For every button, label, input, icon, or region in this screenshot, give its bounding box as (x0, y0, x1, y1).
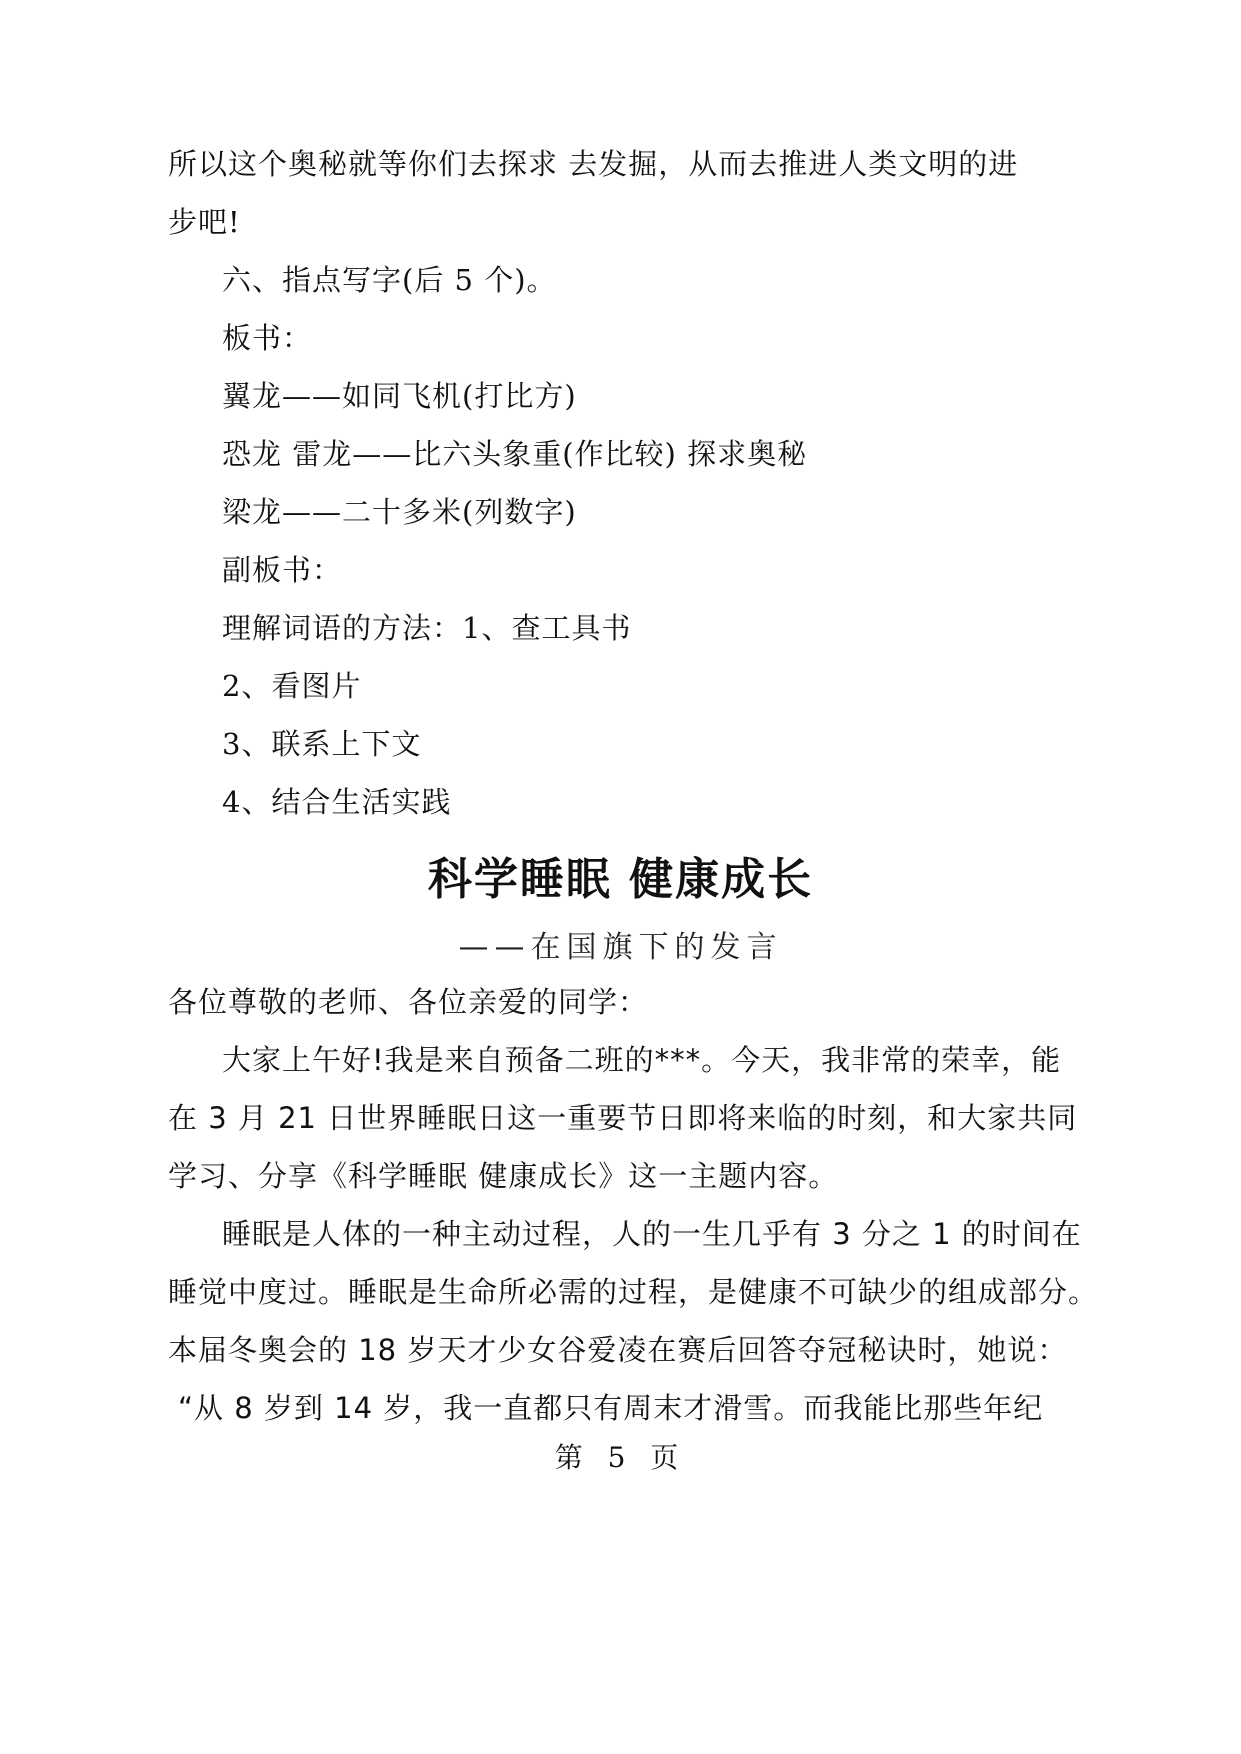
board-item: 恐龙 雷龙——比六头象重(作比较) 探求奥秘 (222, 437, 808, 471)
paragraph-line: 大家上午好!我是来自预备二班的***。今天，我非常的荣幸，能 (222, 1043, 1062, 1077)
paragraph-line: 步吧! (168, 205, 241, 239)
method-item: 2、看图片 (222, 669, 362, 703)
greeting: 各位尊敬的老师、各位亲爱的同学： (168, 985, 649, 1019)
paragraph-line: 所以这个奥秘就等你们去探求 去发掘，从而去推进人类文明的进 (168, 147, 1019, 181)
board-label: 板书： (222, 321, 313, 355)
board-item: 梁龙——二十多米(列数字) (222, 495, 577, 529)
section-heading: 六、指点写字(后 5 个)。 (222, 263, 557, 297)
paragraph-line: 本届冬奥会的 18 岁天才少女谷爱凌在赛后回答夺冠秘诀时，她说： (168, 1333, 1068, 1367)
sub-board-label: 副板书： (222, 553, 343, 587)
board-item: 翼龙——如同飞机(打比方) (222, 379, 577, 413)
paragraph-line: 学习、分享《科学睡眠 健康成长》这一主题内容。 (168, 1159, 839, 1193)
paragraph-line: 睡眠是人体的一种主动过程，人的一生几乎有 3 分之 1 的时间在 (222, 1217, 1082, 1251)
speech-title: 科学睡眠 健康成长 (427, 854, 814, 905)
paragraph-line: “从 8 岁到 14 岁，我一直都只有周末才滑雪。而我能比那些年纪 (178, 1391, 1044, 1425)
speech-subtitle: ——在国旗下的发言 (458, 930, 783, 965)
page-number: 第 5 页 (554, 1441, 687, 1474)
paragraph-line: 在 3 月 21 日世界睡眠日这一重要节日即将来临的时刻，和大家共同 (168, 1101, 1078, 1135)
method-item: 3、联系上下文 (222, 727, 422, 761)
paragraph-line: 睡觉中度过。睡眠是生命所必需的过程，是健康不可缺少的组成部分。 (168, 1275, 1099, 1309)
method-item: 4、结合生活实践 (222, 785, 452, 819)
method-item: 理解词语的方法：1、查工具书 (222, 611, 632, 645)
